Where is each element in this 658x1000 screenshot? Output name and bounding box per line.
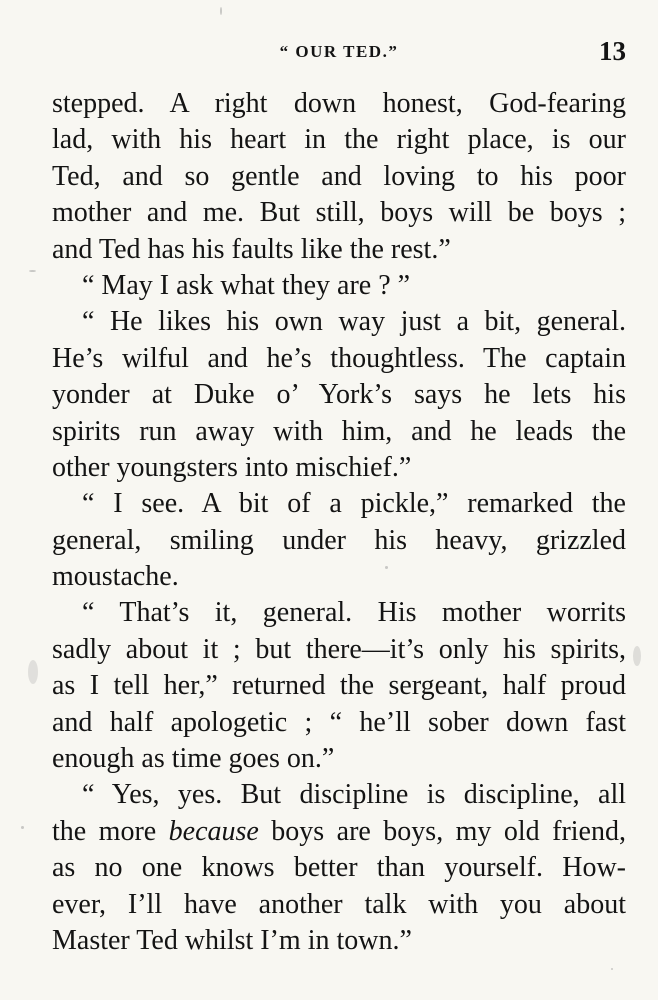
text-line: sadly about it ; but there—it’s only his spirits, [52,633,626,665]
text-line: “ May I ask what they are ? ” [82,269,411,301]
text-line: ever, I’ll have another talk with you about [52,888,626,920]
text-line: mother and me. But still, boys will be boys ; [52,197,626,229]
paper-speck [28,660,38,684]
text-line: stepped. A right down honest, God-fearing [52,88,626,119]
text-line: general, smiling under his heavy, grizzled [52,524,626,556]
text-line: yonder at Duke o’ York’s says he lets his [52,379,626,411]
text-line: Master Ted whilst I’m in town.” [52,924,412,956]
paper-speck [611,968,613,970]
text-line: enough as time goes on.” [52,743,335,775]
text-line [52,777,626,813]
text-line [52,814,626,850]
text-line: as no one knows better than yourself. How- [52,852,626,884]
text-line: moustache. [52,561,179,593]
paper-speck [220,7,222,15]
text-line: spirits run away with him, and he leads the [52,415,626,447]
text-line: Ted, and so gentle and loving to his poor [52,160,626,192]
body-text [52,86,626,959]
text-run: “ Yes, yes. But discipline is discipline, all [82,779,626,811]
page-header [52,36,626,70]
text-run: boys are boys, my old friend, [258,815,626,847]
text-line: He’s wilful and he’s thoughtless. The captain [52,342,626,374]
page-number: 13 [599,36,626,66]
paper-speck [633,646,641,666]
text-line: and Ted has his faults like the rest.” [52,233,451,265]
text-line: as I tell her,” returned the sergeant, half proud [52,670,626,702]
text-line: other youngsters into mischief.” [52,451,412,483]
text-line: “ That’s it, general. His mother worrits [82,597,626,629]
text-line: “ He likes his own way just a bit, general. [82,306,626,338]
paper-speck [21,826,24,829]
text-run: the more [52,815,169,847]
paper-speck [29,270,36,272]
paper-speck [385,566,388,569]
text-line: and half apologetic ; “ he’ll sober down fast [52,706,626,738]
italic-word: because [168,815,259,847]
text-line: “ I see. A bit of a pickle,” remarked the [82,488,626,520]
running-head: “ OUR TED.” [279,42,399,61]
text-line: lad, with his heart in the right place, is our [52,124,626,156]
